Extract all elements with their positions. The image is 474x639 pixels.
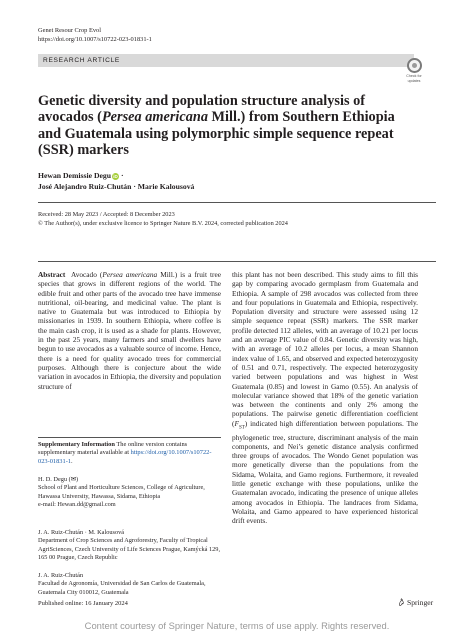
- journal-doi[interactable]: https://doi.org/10.1007/s10722-023-01831-1: [38, 35, 152, 43]
- check-for-updates-icon: [407, 58, 422, 73]
- title-part2: Mill.) from Southern Ethiopia and Guatemala using polymorphic simple sequence repeat (SSR) markers: [38, 109, 395, 159]
- received-accepted: Received: 28 May 2023 / Accepted: 8 December 2023: [38, 211, 175, 218]
- affiliation-2-address: Department of Crop Sciences and Agroforestry, Faculty of Tropical AgriSciences, Czech University of Life Sciences Prague, Kamýcká 129, 165 00 Prague, Czech Republic: [38, 537, 221, 561]
- orcid-icon[interactable]: iD: [113, 174, 118, 179]
- check-for-updates-line2: updates: [407, 79, 421, 83]
- supplementary-label: Supplementary Information: [38, 441, 115, 448]
- abstract-left-1: Avocado (: [70, 270, 103, 279]
- abstract-right-column: [232, 270, 418, 525]
- title-part1: Genetic diversity and population structure analysis of avocados (: [38, 93, 365, 126]
- divider-top: [38, 202, 436, 203]
- author-separator: ·: [119, 171, 124, 180]
- affiliation-1-name: H. D. Degu (✉): [38, 476, 79, 483]
- supplementary-end: .: [71, 457, 73, 465]
- journal-header: [38, 27, 152, 44]
- article-dates: [38, 211, 288, 228]
- abstract-left-column: [38, 270, 221, 391]
- check-for-updates-line1: Check for: [406, 74, 422, 78]
- author-degu[interactable]: Hewan Demissie Degu: [38, 171, 112, 180]
- abstract-right-2: ) indicated high differentiation between populations. The phylogenetic tree, structure, discriminant analysis of the main components, and Nei’s genetic distance analysis confirmed three groups of avocados. The Wondo Genet population was more genetically diverse than the populations from the Sidama, Wolaita, and Gamo regions. Furthermore, it revealed little genetic exchange with these populations, unlike the Guatemalan avocado, indicating the presence of unique alleles among avocados in Ethiopia. The landraces from Sidama, Wolaita, and Gamo appeared to have experienced historical drift events.: [232, 418, 418, 526]
- divider-abstract: [38, 261, 436, 262]
- abstract-left-italic: Persea americana: [102, 270, 158, 279]
- springer-horse-icon: [398, 598, 405, 606]
- published-online: Published online: 16 January 2024: [38, 600, 128, 607]
- springer-name: Springer: [407, 598, 434, 607]
- divider-supplementary: [38, 437, 221, 438]
- affiliation-1: [38, 476, 221, 509]
- supplementary-info: [38, 441, 221, 466]
- supplementary-text: The online version contains supplementary material available at: [38, 441, 188, 457]
- check-for-updates-badge[interactable]: [403, 58, 425, 84]
- affiliation-3-name: J. A. Ruiz-Chután: [38, 572, 84, 579]
- copyright-notice: © The Author(s), under exclusive licence to Springer Nature B.V. 2024, corrected publication 2024: [38, 219, 288, 227]
- affiliation-1-address: School of Plant and Horticulture Sciences, College of Agriculture, Hawassa University, Hawassa, Sidama, Ethiopia: [38, 484, 205, 500]
- journal-name: Genet Resour Crop Evol: [38, 27, 102, 34]
- abstract-right-1: this plant has not been described. This study aims to fill this gap by comparing avocado germplasm from Guatemala and Ethiopia. A sample of 298 avocados was collected from three and four populations in Guatemala and Ethiopia, respectively. Population diversity and structure were assessed using 12 simple sequence repeat (SSR) markers. The SSR marker profile detected 112 alleles, with an average of 10.21 per locus and an average PIC value of 0.84. Genetic diversity was high, with an average of 10.2 alleles per locus, a mean Shannon index value of 1.65, and observed and expected heterozygosity of 0.51 and 0.71, respectively. The expected heterozygosity varied between populations and was highest in West Guatemala (0.85) and lowest in Gamo (0.55). An analysis of molecular variance showed that 18% of the genetic variation was between the continents and only 2% among the populations. The pairwise genetic differentiation coefficient (: [232, 270, 418, 428]
- abstract-label: Abstract: [38, 270, 66, 279]
- article-type-banner: RESEARCH ARTICLE: [38, 54, 414, 67]
- affiliation-1-email[interactable]: e-mail: Hewan.dd@gmail.com: [38, 500, 116, 508]
- fst-symbol: F: [234, 418, 239, 428]
- content-courtesy-footer: Content courtesy of Springer Nature, terms of use apply. Rights reserved.: [0, 613, 474, 639]
- title-italic: Persea americana: [101, 109, 208, 126]
- author-list: [38, 170, 194, 192]
- affiliation-2-name: J. A. Ruiz-Chután · M. Kalousová: [38, 529, 125, 536]
- author-line-2[interactable]: José Alejandro Ruiz-Chután · Marie Kalousová: [38, 182, 195, 191]
- fst-subscript: ST: [238, 425, 245, 431]
- springer-logo: [398, 598, 433, 608]
- affiliation-2: [38, 529, 221, 562]
- supplementary-link[interactable]: https://doi.org/10.1007/s10722-023-01831-1: [38, 449, 212, 465]
- affiliation-3-address: Facultad de Agronomía, Universidad de San Carlos de Guatemala, Guatemala City 010012, Guatemala: [38, 580, 206, 596]
- article-title: [38, 93, 413, 159]
- abstract-left-2: Mill.) is a fruit tree species that grows in different regions of the world. The edible fruit and other parts of the avocado tree have immense nutritional, oil-bearing, and medicinal value. The plant is native to Guatemala but was introduced to Ethiopia by missionaries in 1939. In southern Ethiopia, where coffee is the main cash crop, it is used as a shade for plants. However, in the past 25 years, many farmers and small dwellers have begun to use avocados as a valuable source of income. Hence, there is a need for quality avocado trees for commercial purposes. Although there is conjecture about the wide variation in avocados in Ethiopia, the diversity and population structure of: [38, 270, 222, 391]
- author-line-1: [38, 170, 194, 181]
- affiliation-3: [38, 572, 221, 597]
